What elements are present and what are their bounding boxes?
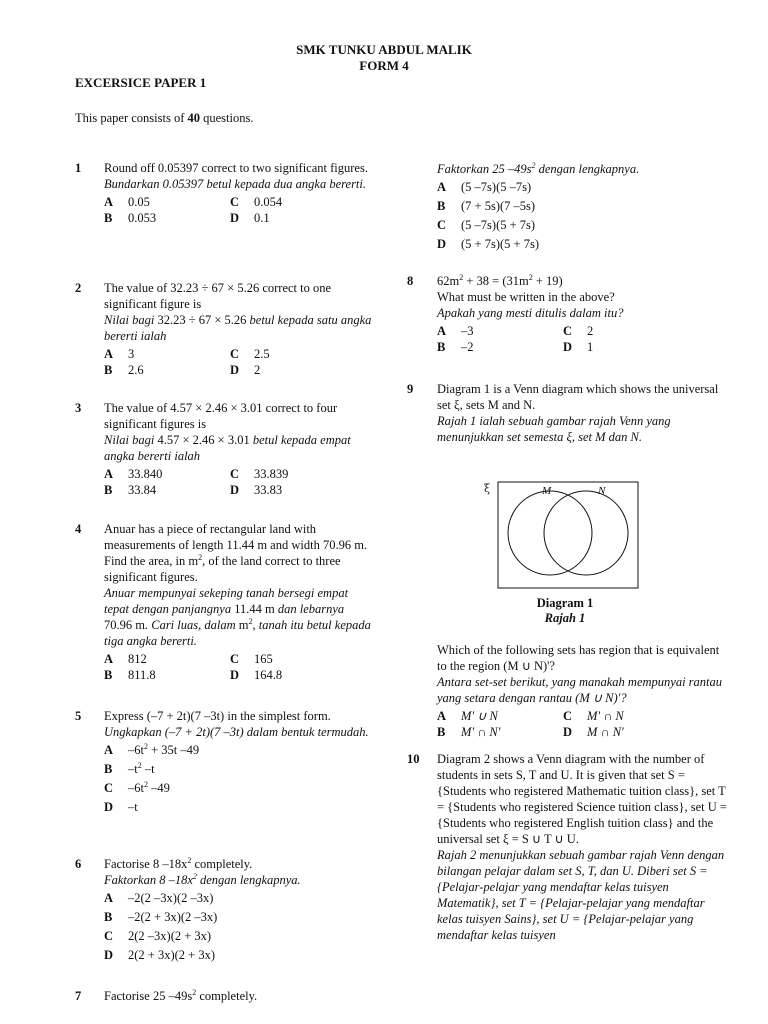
question-9 bbox=[407, 381, 727, 445]
option-d[interactable]: D –t bbox=[104, 800, 138, 814]
option-c[interactable]: C 33.839 bbox=[230, 467, 289, 481]
question-text-en: Factorise 25 $-49s^2$ completely. bbox=[104, 987, 258, 1003]
option-d[interactable]: D 164.8 bbox=[230, 668, 283, 682]
set-m-label: M bbox=[542, 485, 552, 497]
question-text-en: Diagram 1 is a Venn diagram which shows the universal set ξ, sets M and N. bbox=[437, 382, 719, 412]
diagram-caption-my: Rajah 1 bbox=[544, 611, 586, 625]
option-a[interactable]: A –2(2 –3x)(2 –3x) bbox=[104, 891, 214, 905]
question-text-en: Round off 0.05397 correct to two significant figures. bbox=[104, 161, 368, 175]
option-d[interactable]: D M ∩ N' bbox=[563, 725, 624, 739]
question-text-en: What must be written in the above? bbox=[437, 290, 615, 304]
paper-title: EXCERSICE PAPER 1 bbox=[75, 75, 207, 90]
question-count: 40 bbox=[187, 111, 200, 125]
question-text-en: Factorise 8 $-18x^2$ completely. bbox=[104, 855, 253, 871]
option-c[interactable]: C (5 –7s)(5 + 7s) bbox=[437, 218, 536, 232]
question-text-en: The value of 4.57 × 2.46 × 3.01 correct to four significant figures is bbox=[104, 401, 338, 431]
option-c[interactable]: C 2(2 –3x)(2 + 3x) bbox=[104, 929, 212, 943]
option-a[interactable]: A 33.840 bbox=[104, 467, 163, 481]
universal-set-label: ξ bbox=[484, 482, 491, 495]
option-a[interactable]: A 812 bbox=[104, 652, 147, 666]
option-b[interactable]: B 33.84 bbox=[104, 483, 157, 497]
option-a[interactable]: A 0.05 bbox=[104, 195, 150, 209]
universal-set-box bbox=[498, 482, 638, 588]
option-c[interactable]: C 2 bbox=[563, 324, 594, 338]
question-number: 10 bbox=[407, 752, 420, 766]
venn-diagram bbox=[480, 478, 650, 596]
diagram-caption: Diagram 1 bbox=[536, 596, 594, 610]
question-10 bbox=[407, 751, 727, 943]
option-a[interactable]: A 3 bbox=[104, 347, 135, 361]
option-c[interactable]: C 2.5 bbox=[230, 347, 270, 361]
option-d[interactable]: D 33.83 bbox=[230, 483, 283, 497]
question-4 bbox=[75, 521, 372, 683]
question-1 bbox=[75, 160, 372, 226]
question-number: 4 bbox=[75, 522, 82, 536]
question-3 bbox=[75, 400, 372, 498]
question-5 bbox=[75, 708, 372, 815]
question-text-my: Bundarkan 0.05397 betul kepada dua angka bererti. bbox=[104, 177, 367, 191]
form-level: FORM 4 bbox=[359, 58, 409, 73]
option-b[interactable]: B –2(2 + 3x)(2 –3x) bbox=[104, 910, 218, 924]
question-text-my: Rajah 2 menunjukkan sebuah gambar rajah Venn dengan bilangan pelajar dalam set S, T, dan U. Diberi set S = {Pelajar-pelajar yang mendaftar kelas tuisyen Matematik}, set T = {Pelajar-pelajar yang mendaftar kelas tuisyen Sains}, set U = {Pelajar-pelajar yang mendaftar kelas tuisyen bbox=[437, 848, 725, 942]
question-8 bbox=[407, 273, 727, 355]
question-6 bbox=[75, 856, 372, 963]
option-d[interactable]: D (5 + 7s)(5 + 7s) bbox=[437, 237, 539, 251]
question-text-my: Faktorkan 25 $-49s^2$ dengan lengkapnya. bbox=[437, 160, 640, 176]
set-n-circle bbox=[544, 491, 628, 575]
option-c[interactable]: C M' ∩ N bbox=[563, 709, 624, 723]
set-m-circle bbox=[508, 491, 592, 575]
option-d[interactable]: D 1 bbox=[563, 340, 594, 354]
question-number: 5 bbox=[75, 709, 82, 723]
option-a[interactable]: A M' ∪ N bbox=[437, 709, 498, 723]
question-number: 7 bbox=[75, 989, 82, 1003]
equation: $62m^2 + 38 = (31m^2 + 19)$ bbox=[437, 272, 563, 288]
question-text-my: Rajah 1 ialah sebuah gambar rajah Venn yang menunjukkan set semesta ξ, set M dan N. bbox=[437, 414, 671, 444]
question-text-my: Antara set-set berikut, yang manakah mempunyai rantau yang setara dengan rantau (M ∪ N)'? bbox=[437, 675, 723, 705]
question-text-en: Express (–7 + 2t)(7 –3t) in the simplest form. bbox=[104, 709, 331, 723]
question-number: 9 bbox=[407, 382, 414, 396]
option-b[interactable]: B 2.6 bbox=[104, 363, 144, 377]
option-c[interactable]: C $-6t^2$ –49 bbox=[104, 779, 170, 795]
question-text-my: Nilai bagi 32.23 ÷ 67 × 5.26 betul kepada satu angka bererti ialah bbox=[104, 313, 372, 343]
question-number: 3 bbox=[75, 401, 82, 415]
question-2 bbox=[75, 280, 372, 378]
question-text-en: The value of 32.23 ÷ 67 × 5.26 correct to one significant figure is bbox=[104, 281, 332, 311]
option-c[interactable]: C 165 bbox=[230, 652, 273, 666]
option-b[interactable]: B M' ∩ N' bbox=[437, 725, 501, 739]
question-number: 2 bbox=[75, 281, 82, 295]
option-c[interactable]: C 0.054 bbox=[230, 195, 283, 209]
intro-text: This paper consists of 40 questions. bbox=[75, 111, 254, 125]
option-b[interactable]: B $-t^2$ –t bbox=[104, 760, 155, 776]
option-b[interactable]: B 811.8 bbox=[104, 668, 156, 682]
option-a[interactable]: A $-6t^2 + 35t$ –49 bbox=[104, 741, 200, 757]
question-number: 1 bbox=[75, 161, 82, 175]
option-a[interactable]: A –3 bbox=[437, 324, 474, 338]
option-b[interactable]: B (7 + 5s)(7 –5s) bbox=[437, 199, 536, 213]
question-number: 6 bbox=[75, 857, 82, 871]
question-text-my: Faktorkan 8 $-18x^2$ dengan lengkapnya. bbox=[104, 871, 301, 887]
question-text-my: Apakah yang mesti ditulis dalam itu? bbox=[437, 306, 624, 320]
question-9-prompt bbox=[437, 642, 727, 740]
option-d[interactable]: D 0.1 bbox=[230, 211, 270, 225]
question-text-en: Which of the following sets has region that is equivalent to the region (M ∪ N)'? bbox=[437, 643, 720, 673]
question-text-en: Anuar has a piece of rectangular land with measurements of length 11.44 m and width 70.96 m. Find the area, in $m^2$, of the land correct to three significant figures. bbox=[104, 522, 368, 584]
question-number: 8 bbox=[407, 274, 414, 288]
question-7-continued bbox=[437, 161, 727, 252]
option-d[interactable]: D 2 bbox=[230, 363, 261, 377]
option-a[interactable]: A (5 –7s)(5 –7s) bbox=[437, 180, 532, 194]
question-7 bbox=[75, 988, 372, 1004]
question-text-en: Diagram 2 shows a Venn diagram with the number of students in sets S, T and U. It is given that set S = {Students who registered Mathematic tuition class}, set T = {Students who registered Science tuition class}, set U = {Students who registered English tuition class} and the universal set ξ = S ∪ T ∪ U. bbox=[437, 752, 727, 846]
option-b[interactable]: B –2 bbox=[437, 340, 474, 354]
question-text-my: Ungkapkan (–7 + 2t)(7 –3t) dalam bentuk termudah. bbox=[104, 725, 369, 739]
set-n-label: N bbox=[598, 485, 606, 497]
school-name: SMK TUNKU ABDUL MALIK bbox=[296, 42, 472, 57]
question-text-my: Anuar mempunyai sekeping tanah bersegi empat tepat dengan panjangnya 11.44 m dan lebarnya 70.96 m. Cari luas, dalam $m^2$, tanah itu betul kepada tiga angka bererti. bbox=[104, 586, 371, 648]
question-text-my: Nilai bagi 4.57 × 2.46 × 3.01 betul kepada empat angka bererti ialah bbox=[104, 433, 351, 463]
option-d[interactable]: D 2(2 + 3x)(2 + 3x) bbox=[104, 948, 215, 962]
option-b[interactable]: B 0.053 bbox=[104, 211, 157, 225]
